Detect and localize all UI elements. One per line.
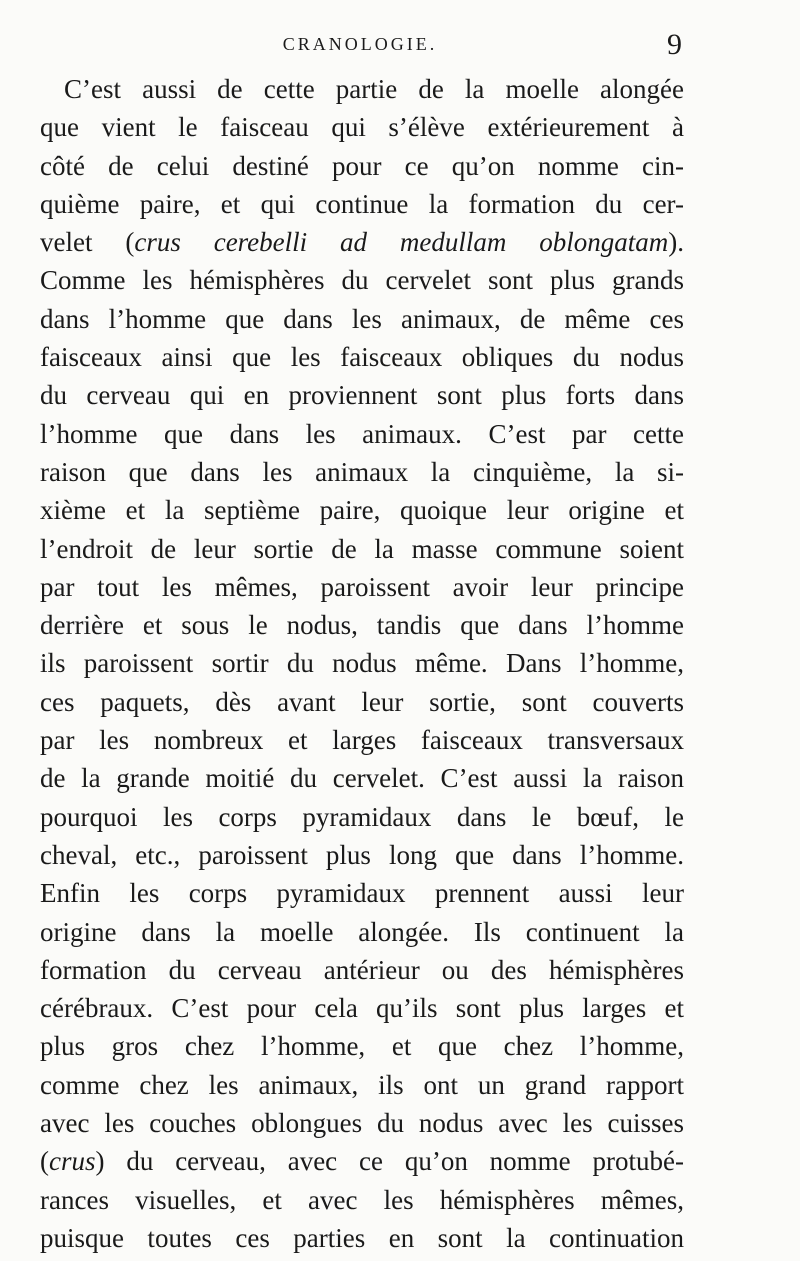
page-header (38, 30, 682, 62)
text-line: par tout les mêmes, paroissent avoir leur principe (40, 571, 684, 602)
body-text (40, 70, 684, 1257)
page-number: 9 (667, 28, 682, 61)
text-line: raison que dans les animaux la cinquième, la si- (40, 456, 684, 487)
text-line: Enfin les corps pyramidaux prennent aussi leur (40, 878, 684, 909)
text-line: derrière et sous le nodus, tandis que dans l’homme (40, 610, 684, 641)
text-line: du cerveau qui en proviennent sont plus forts dans (40, 380, 684, 411)
text-line: ces paquets, dès avant leur sortie, sont couverts (40, 686, 684, 717)
text-line: ils paroissent sortir du nodus même. Dans l’homme, (40, 648, 684, 679)
text-line: côté de celui destiné pour ce qu’on nomme cin- (40, 150, 684, 181)
text-line: puisque toutes ces parties en sont la continuation (40, 1222, 684, 1253)
text-line: avec les couches oblongues du nodus avec les cuisses (40, 1108, 684, 1139)
text-line: rances visuelles, et avec les hémisphères mêmes, (40, 1184, 684, 1215)
text-line: l’endroit de leur sortie de la masse commune soient (40, 533, 684, 564)
text-line: l’homme que dans les animaux. C’est par cette (40, 418, 684, 449)
italic-latin-term: crus cerebelli ad medullam oblongatam (134, 227, 669, 258)
text-line: Comme les hémisphères du cervelet sont plus grands (40, 265, 684, 296)
text-line: que vient le faisceau qui s’élève extérieurement à (40, 112, 684, 143)
text-line: formation du cerveau antérieur ou des hémisphères (40, 954, 684, 985)
text-line: xième et la septième paire, quoique leur origine et (40, 495, 684, 526)
text-line: cérébraux. C’est pour cela qu’ils sont plus larges et (40, 993, 684, 1024)
text-line: C’est aussi de cette partie de la moelle alongée (64, 74, 684, 104)
italic-latin-term: crus (49, 1146, 96, 1177)
text-line: dans l’homme que dans les animaux, de même ces (40, 303, 684, 334)
text-line: velet (crus cerebelli ad medullam oblongatam). (40, 227, 684, 258)
text-line: plus gros chez l’homme, et que chez l’homme, (40, 1031, 684, 1062)
text-line: (crus) du cerveau, avec ce qu’on nomme protubé- (40, 1146, 684, 1177)
text-line: de la grande moitié du cervelet. C’est aussi la raison (40, 763, 684, 794)
text-line: comme chez les animaux, ils ont un grand rapport (40, 1069, 684, 1100)
text-line: faisceaux ainsi que les faisceaux obliques du nodus (40, 342, 684, 373)
text-line: par les nombreux et larges faisceaux transversaux (40, 725, 684, 756)
text-line: cheval, etc., paroissent plus long que dans l’homme. (40, 839, 684, 870)
text-line: pourquoi les corps pyramidaux dans le bœuf, le (40, 801, 684, 832)
running-title: CRANOLOGIE. (282, 34, 438, 54)
text-line: quième paire, et qui continue la formation du cer- (40, 188, 684, 219)
text-line: origine dans la moelle alongée. Ils continuent la (40, 916, 684, 947)
